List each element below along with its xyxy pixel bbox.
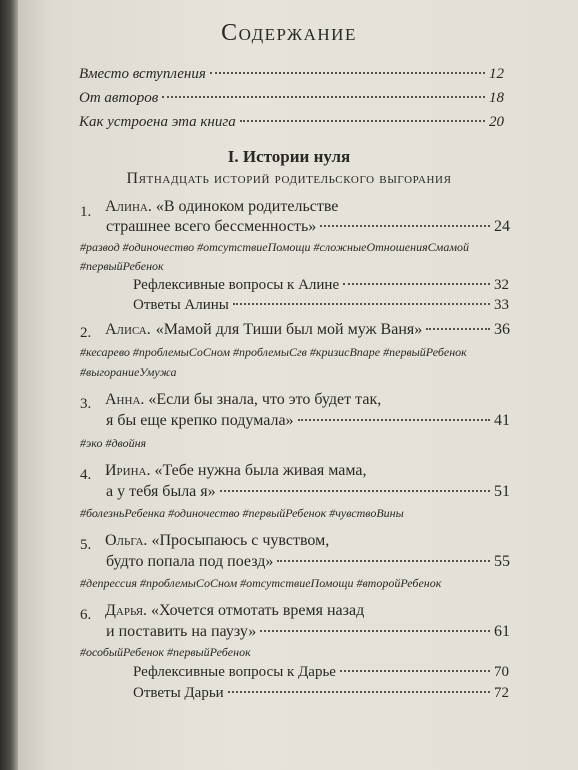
chapter-title-line-2[interactable] <box>106 623 510 641</box>
chapter-tags: #первыйРебенок <box>80 259 164 273</box>
chapter-title-line[interactable] <box>105 321 510 339</box>
dot-leader <box>277 560 490 562</box>
chapter-heroine-name: Алина. <box>105 198 152 215</box>
chapter-quote: «Хочется отмотать время назад <box>151 602 365 619</box>
toc-entry-label: Вместо вступления <box>79 66 206 82</box>
chapter-tags: #депрессия #проблемыСоСном #отсутствиеПомощи #второйРебенок <box>80 576 442 590</box>
chapter-number: 5. <box>80 537 92 553</box>
toc-entry-label: Ответы Дарьи <box>133 685 224 701</box>
toc-page-number: 12 <box>489 66 504 82</box>
toc-page-number: 24 <box>494 218 510 235</box>
part-subtitle: Пятнадцать историй родительского выгорания <box>126 170 452 187</box>
chapter-heroine-name: Алиса. <box>105 321 151 338</box>
toc-entry-label: Рефлексивные вопросы к Алине <box>133 277 340 293</box>
dot-leader <box>240 120 485 122</box>
chapter-quote: «Если бы знала, что это будет так, <box>148 391 382 408</box>
toc-page-number: 70 <box>494 664 509 680</box>
dot-leader <box>210 72 485 74</box>
toc-subentry[interactable] <box>133 297 509 314</box>
toc-entry-book-structure[interactable] <box>79 114 504 131</box>
chapter-number: 1. <box>80 204 92 220</box>
dot-leader <box>233 303 490 305</box>
toc-page-number: 72 <box>494 685 509 701</box>
dot-leader <box>162 96 485 98</box>
dot-leader <box>340 670 490 672</box>
chapter-heroine-name: Ирина. <box>105 462 151 479</box>
toc-page-number: 33 <box>494 297 509 313</box>
toc-entry-label: От авторов <box>79 90 159 106</box>
toc-page-number: 20 <box>489 114 504 130</box>
toc-page-number: 32 <box>494 277 509 293</box>
toc-page-number: 55 <box>494 553 510 570</box>
chapter-title-line[interactable] <box>105 532 329 550</box>
chapter-tags: #эко #двойня <box>80 436 147 450</box>
chapter-title-line[interactable] <box>105 462 367 480</box>
chapter-tags: #болезньРебенка #одиночество #первыйРебенок #чувствоВины <box>80 506 404 520</box>
chapter-tags: #развод #одиночество #отсутствиеПомощи #сложныеОтношенияСмамой <box>80 240 469 254</box>
chapter-quote-cont: я бы еще крепко подумала» <box>106 412 294 429</box>
chapter-tags: #кесарево #проблемыСоСном #проблемыСгв #кризисВпаре #первыйРебенок <box>80 345 467 359</box>
chapter-number: 2. <box>80 325 92 341</box>
chapter-heroine-name: Анна. <box>105 391 145 408</box>
dot-leader <box>343 283 490 285</box>
toc-subentry[interactable] <box>133 685 509 702</box>
page-title: Содержание <box>221 20 357 46</box>
chapter-title-line-2[interactable] <box>106 412 510 430</box>
chapter-heroine-name: Ольга. <box>105 532 148 549</box>
chapter-title-line-2[interactable] <box>106 218 510 236</box>
chapter-quote-cont: страшнее всего бессменность» <box>106 218 317 235</box>
dot-leader <box>320 225 490 227</box>
toc-entry-label: Ответы Алины <box>133 297 229 313</box>
adjacent-page-edge <box>0 0 18 770</box>
toc-subentry[interactable] <box>133 664 509 681</box>
toc-entry-from-authors[interactable] <box>79 90 504 107</box>
toc-page-number: 36 <box>494 321 510 338</box>
chapter-title-line[interactable] <box>105 198 338 216</box>
dot-leader <box>298 419 490 421</box>
dot-leader <box>260 630 490 632</box>
chapter-title-line[interactable] <box>105 391 381 409</box>
chapter-quote-cont: будто попала под поезд» <box>106 553 274 570</box>
chapter-quote-cont: и поставить на паузу» <box>106 623 257 640</box>
chapter-number: 6. <box>80 607 92 623</box>
toc-entry-label: Рефлексивные вопросы к Дарье <box>133 664 336 680</box>
chapter-title-line-2[interactable] <box>106 483 510 501</box>
chapter-heroine-name: Дарья. <box>105 602 148 619</box>
chapter-number: 3. <box>80 396 92 412</box>
toc-page-number: 61 <box>494 623 510 640</box>
toc-entry-label: Как устроена эта книга <box>79 114 236 130</box>
chapter-quote-cont: а у тебя была я» <box>106 483 216 500</box>
part-title: I. Истории нуля <box>227 147 351 166</box>
dot-leader <box>228 691 490 693</box>
toc-page-number: 51 <box>494 483 510 500</box>
toc-page-number: 41 <box>494 412 510 429</box>
chapter-quote: «Просыпаюсь с чувством, <box>151 532 330 549</box>
chapter-number: 4. <box>80 467 92 483</box>
chapter-tags: #особыйРебенок #первыйРебенок <box>80 645 251 659</box>
chapter-tags: #выгораниеУмужа <box>80 365 177 379</box>
dot-leader <box>220 490 490 492</box>
toc-page-number: 18 <box>489 90 504 106</box>
chapter-quote: «В одиноком родительстве <box>155 198 339 215</box>
chapter-quote: «Тебе нужна была живая мама, <box>154 462 367 479</box>
chapter-quote: «Мамой для Тиши был мой муж Ваня» <box>155 321 423 338</box>
chapter-title-line[interactable] <box>105 602 364 620</box>
toc-subentry[interactable] <box>133 277 509 294</box>
chapter-title-line-2[interactable] <box>106 553 510 571</box>
toc-entry-foreword[interactable] <box>79 66 504 83</box>
dot-leader <box>426 328 490 330</box>
